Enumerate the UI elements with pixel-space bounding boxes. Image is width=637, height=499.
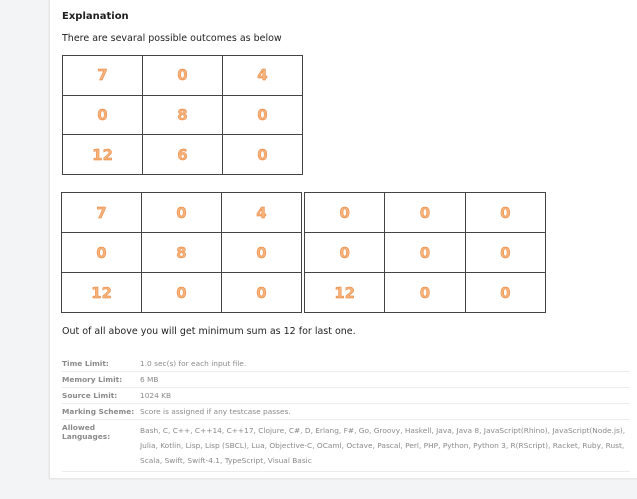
marking-scheme-row xyxy=(62,404,630,420)
grid-cell: 12 xyxy=(305,273,385,313)
grid-cell: 12 xyxy=(62,273,142,313)
problem-limits xyxy=(62,356,630,472)
allowed-languages-row xyxy=(62,420,630,472)
grid-cell: 0 xyxy=(222,233,302,273)
allowed-languages-label: Allowed Languages: xyxy=(62,423,111,441)
grid-cell: 0 xyxy=(142,193,222,233)
grid-cell: 0 xyxy=(223,135,303,175)
time-limit-label: Time Limit: xyxy=(62,359,109,368)
outcome-grid-2 xyxy=(61,192,302,313)
memory-limit-label: Memory Limit: xyxy=(62,375,123,384)
time-limit-row xyxy=(62,356,630,372)
grid-cell: 6 xyxy=(143,135,223,175)
grid-cell: 0 xyxy=(222,273,302,313)
allowed-languages-value: Bash, C, C++, C++14, C++17, Clojure, C#, D, Erlang, F#, Go, Groovy, Haskell, Java, Java 8, JavaScript(Rhino), JavaScript(Node.js), Julia, Kotlin, Lisp, Lisp (SBCL), Lua, Objective-C, OCaml, Octave, Pascal, Perl, PHP, Python, Python 3, R(RScript), Racket, Ruby, Rust, Scala, Swift, Swift-4.1, TypeScript, Visual Basic xyxy=(140,426,626,465)
marking-scheme-value: Score is assigned if any testcase passes. xyxy=(140,407,291,416)
grid-cell: 0 xyxy=(223,96,303,136)
explanation-conclusion: Out of all above you will get minimum sum as 12 for last one. xyxy=(62,326,356,337)
grid-cell: 0 xyxy=(466,193,546,233)
memory-limit-value: 6 MB xyxy=(140,375,159,384)
grid-cell: 0 xyxy=(466,273,546,313)
explanation-intro: There are sevaral possible outcomes as below xyxy=(62,33,282,44)
outcome-grid-3 xyxy=(304,192,546,313)
grid-cell: 0 xyxy=(62,233,142,273)
explanation-heading: Explanation xyxy=(62,11,129,22)
grid-cell: 4 xyxy=(223,56,303,96)
source-limit-row xyxy=(62,388,630,404)
marking-scheme-label: Marking Scheme: xyxy=(62,407,135,416)
source-limit-value: 1024 KB xyxy=(140,391,172,400)
grid-cell: 0 xyxy=(305,193,385,233)
time-limit-value: 1.0 sec(s) for each input file. xyxy=(140,359,247,368)
grid-cell: 0 xyxy=(466,233,546,273)
grid-cell: 0 xyxy=(305,233,385,273)
memory-limit-row xyxy=(62,372,630,388)
grid-cell: 7 xyxy=(62,193,142,233)
outcome-grid-1 xyxy=(62,55,303,175)
grid-cell: 4 xyxy=(222,193,302,233)
grid-cell: 0 xyxy=(385,233,465,273)
grid-cell: 0 xyxy=(143,56,223,96)
grid-cell: 8 xyxy=(142,233,222,273)
grid-cell: 0 xyxy=(385,273,465,313)
grid-cell: 8 xyxy=(143,96,223,136)
grid-cell: 0 xyxy=(142,273,222,313)
grid-cell: 0 xyxy=(63,96,143,136)
grid-cell: 12 xyxy=(63,135,143,175)
grid-cell: 0 xyxy=(385,193,465,233)
source-limit-label: Source Limit: xyxy=(62,391,118,400)
grid-cell: 7 xyxy=(63,56,143,96)
